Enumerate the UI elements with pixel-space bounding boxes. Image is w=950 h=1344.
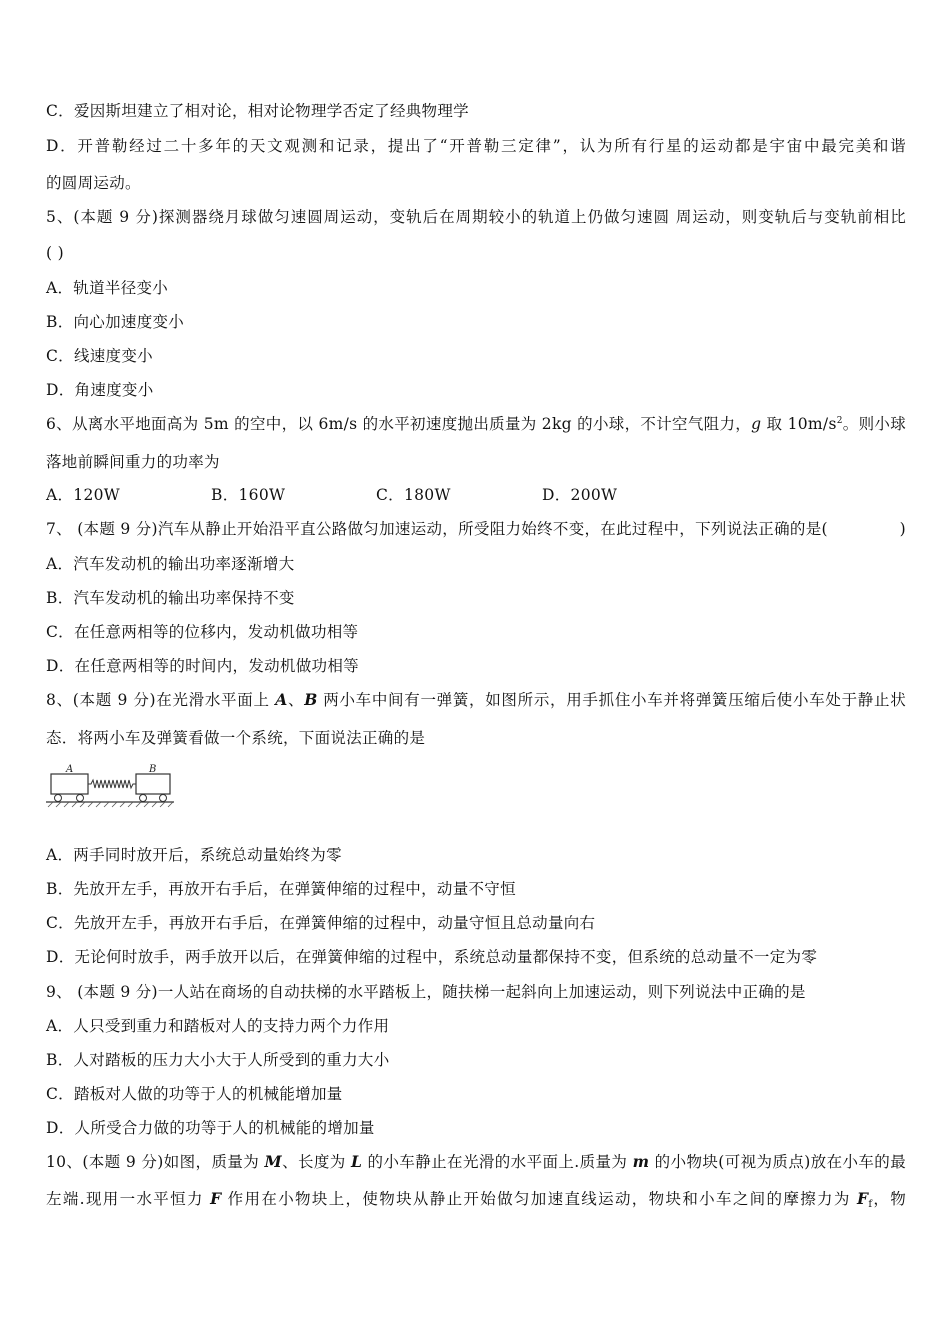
q10-text-3: 的小车静止在光滑的水平面上.质量为	[362, 1153, 633, 1171]
q9-option-d: D．人所受合力做的功等于人的机械能的增加量	[46, 1119, 375, 1137]
q9-option-a: A．人只受到重力和踏板对人的支持力两个力作用	[46, 1017, 390, 1035]
q4-option-d-line2: 的圆周运动。	[46, 174, 141, 192]
q7-option-c: C．在任意两相等的位移内，发动机做功相等	[46, 623, 359, 641]
ground-hatching	[48, 802, 173, 807]
q10-stem-line1	[46, 1151, 906, 1173]
q8-option-c: C．先放开左手，再放开右手后，在弹簧伸缩的过程中，动量守恒且总动量向右	[46, 914, 596, 932]
q6-stem-text-a: 6、从离水平地面高为 5m 的空中，以 6m/s 的水平初速度抛出质量为 2kg 的小球，不计空气阻力，	[46, 415, 752, 433]
q5-option-d: D．角速度变小	[46, 381, 154, 399]
cart-b-wheel-left	[140, 795, 147, 802]
q10-text-6: 作用在小物块上，使物块从静止开始做匀加速直线运动，物块和小车之间的摩擦力为	[221, 1190, 857, 1208]
q8-option-d: D．无论何时放手，两手放开以后，在弹簧伸缩的过程中，系统总动量都保持不变，但系统的总动量不一定为零	[46, 948, 818, 966]
q10-stem-line2	[46, 1188, 906, 1210]
q8-stem-text-b: 两小车中间有一弹簧，如图所示，用手抓住小车并将弹簧压缩后使小车处于静止状	[317, 691, 907, 709]
q9-stem: 9、 (本题 9 分)一人站在商场的自动扶梯的水平踏板上，随扶梯一起斜向上加速运动，则下列说法中正确的是	[46, 983, 806, 1001]
q10-text-5: 左端.现用一水平恒力	[46, 1190, 211, 1208]
cart-a-wheel-right	[77, 795, 84, 802]
q7-stem	[46, 518, 906, 540]
q10-var-F: F	[210, 1189, 222, 1208]
q7-stem-paren: )	[899, 520, 906, 538]
q6-stem-line1	[46, 413, 906, 435]
cart-b	[136, 774, 170, 794]
q5-stem-line1: 5、(本题 9 分)探测器绕月球做匀速圆周运动，变轨后在周期较小的轨道上仍做匀速圆 周运动，则变轨后与变轨前相比	[46, 208, 906, 226]
q8-option-a: A．两手同时放开后，系统总动量始终为零	[46, 846, 342, 864]
q5-option-c: C．线速度变小	[46, 347, 153, 365]
q6-stem-text-c: 。则小球	[842, 415, 907, 433]
q8-option-b: B．先放开左手，再放开右手后，在弹簧伸缩的过程中，动量不守恒	[46, 880, 516, 898]
figure-label-a: A	[66, 764, 74, 775]
q10-var-L: L	[351, 1152, 363, 1171]
q9-option-c: C．踏板对人做的功等于人的机械能增加量	[46, 1085, 343, 1103]
q6-option-b: B．160W	[211, 486, 286, 504]
q10-text-7: ，物	[872, 1190, 907, 1208]
q8-stem-text-a: 8、(本题 9 分)在光滑水平面上	[46, 691, 276, 709]
q9-option-b: B．人对踏板的压力大小大于人所受到的重力大小	[46, 1051, 390, 1069]
figure-label-b: B	[149, 764, 157, 775]
spring-carts-figure	[44, 760, 176, 808]
q7-stem-text: 7、 (本题 9 分)汽车从静止开始沿平直公路做匀加速运动，所受阻力始终不变，在此过程中，下列说法正确的是(	[46, 520, 828, 538]
q10-text-4: 的小物块(可视为质点)放在小车的最	[649, 1153, 906, 1171]
q6-exponent: 2	[836, 416, 843, 426]
q10-var-Ff: F	[857, 1189, 869, 1208]
q4-option-d-line1: D．开普勒经过二十多年的天文观测和记录，提出了“开普勒三定律”，认为所有行星的运动都是宇宙中最完美和谐	[46, 137, 906, 155]
q7-option-b: B．汽车发动机的输出功率保持不变	[46, 589, 295, 607]
q5-option-a: A．轨道半径变小	[46, 279, 169, 297]
q10-var-m: m	[632, 1152, 650, 1171]
q8-var-b: B	[304, 690, 318, 709]
q7-option-d: D．在任意两相等的时间内，发动机做功相等	[46, 657, 359, 675]
q5-stem-line2: ( )	[46, 244, 64, 262]
q10-text-2: 、长度为	[281, 1153, 352, 1171]
spring	[88, 780, 136, 788]
q6-option-a: A．120W	[46, 486, 121, 504]
q8-stem-sep: 、	[287, 691, 305, 709]
q10-var-M: M	[264, 1152, 282, 1171]
q6-stem-text-b: 取 10m/s	[761, 415, 837, 433]
q6-stem-line2: 落地前瞬间重力的功率为	[46, 453, 220, 471]
q5-option-b: B．向心加速度变小	[46, 313, 185, 331]
q6-option-c: C．180W	[376, 486, 451, 504]
cart-b-wheel-right	[160, 795, 167, 802]
cart-a	[51, 774, 88, 794]
q4-option-c: C．爱因斯坦建立了相对论，相对论物理学否定了经典物理学	[46, 102, 469, 120]
q8-stem-line1	[46, 689, 906, 711]
q10-text-1: 10、(本题 9 分)如图，质量为	[46, 1153, 265, 1171]
q7-option-a: A．汽车发动机的输出功率逐渐增大	[46, 555, 295, 573]
q8-var-a: A	[275, 690, 288, 709]
q10-var-Ff-subscript: f	[868, 1199, 873, 1210]
q8-stem-line2: 态．将两小车及弹簧看做一个系统，下面说法正确的是	[46, 729, 426, 747]
cart-a-wheel-left	[55, 795, 62, 802]
q6-var-g: g	[751, 415, 762, 433]
q6-option-d: D．200W	[542, 486, 618, 504]
